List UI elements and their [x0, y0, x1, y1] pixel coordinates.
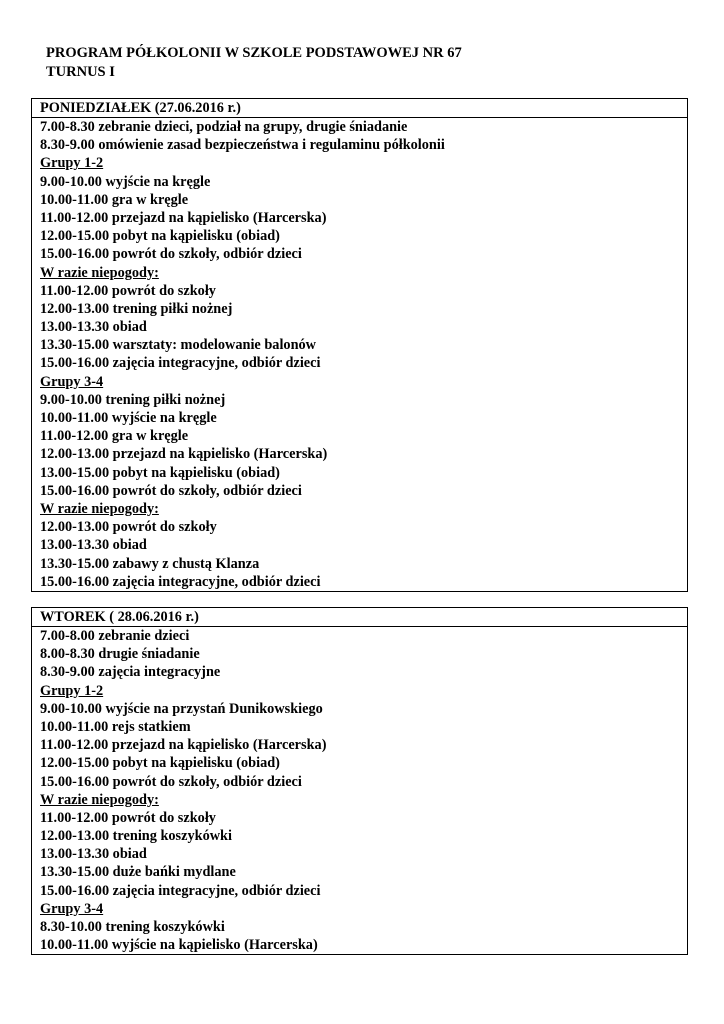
schedule-item: 9.00-10.00 trening piłki nożnej: [40, 391, 226, 408]
schedule-item: 11.00-12.00 przejazd na kąpielisko (Harcerska): [40, 737, 327, 754]
schedule-item: 11.00-12.00 powrót do szkoły: [40, 809, 216, 826]
schedule-item: 13.00-13.30 obiad: [40, 319, 147, 336]
schedule-item: 8.30-10.00 trening koszykówki: [40, 919, 225, 935]
day-header: WTOREK ( 28.06.2016 r.): [32, 608, 687, 627]
schedule-item: 15.00-16.00 zajęcia integracyjne, odbiór dzieci: [40, 573, 321, 590]
day-table-tuesday: [31, 607, 688, 955]
group-heading: W razie niepogody:: [40, 500, 159, 517]
schedule-item: 12.00-13.00 trening piłki nożnej: [40, 300, 233, 317]
document-subtitle: TURNUS I: [46, 64, 115, 80]
schedule-item: 7.00-8.30 zebranie dzieci, podział na grupy, drugie śniadanie: [40, 119, 408, 135]
schedule-item: 8.30-9.00 omówienie zasad bezpieczeństwa i regulaminu półkolonii: [40, 137, 445, 154]
schedule-item: 10.00-11.00 gra w kręgle: [40, 191, 189, 208]
group-heading: Grupy 1-2: [40, 682, 104, 699]
schedule-item: 11.00-12.00 powrót do szkoły: [40, 282, 216, 299]
schedule-item: 7.00-8.00 zebranie dzieci: [40, 628, 190, 644]
schedule-item: 12.00-15.00 pobyt na kąpielisku (obiad): [40, 228, 280, 245]
schedule-item: 11.00-12.00 gra w kręgle: [40, 428, 189, 445]
schedule-item: 11.00-12.00 przejazd na kąpielisko (Harcerska): [40, 209, 327, 226]
schedule-item: 15.00-16.00 powrót do szkoły, odbiór dzieci: [40, 246, 302, 263]
schedule-item: 15.00-16.00 powrót do szkoły, odbiór dzieci: [40, 482, 302, 499]
document-title: PROGRAM PÓŁKOLONII W SZKOLE PODSTAWOWEJ NR 67: [46, 45, 462, 61]
schedule-item: 13.00-15.00 pobyt na kąpielisku (obiad): [40, 464, 280, 481]
schedule-item: 12.00-15.00 pobyt na kąpielisku (obiad): [40, 755, 280, 772]
schedule-item: 13.30-15.00 warsztaty: modelowanie balonów: [40, 337, 316, 354]
group-heading: Grupy 3-4: [40, 373, 104, 390]
schedule-item: 15.00-16.00 zajęcia integracyjne, odbiór dzieci: [40, 882, 321, 899]
schedule-item: 12.00-13.00 powrót do szkoły: [40, 519, 217, 536]
schedule-item: 10.00-11.00 wyjście na kręgle: [40, 410, 217, 426]
document-title-block: [46, 44, 462, 82]
day-schedule: [32, 627, 687, 954]
group-heading: W razie niepogody:: [40, 791, 159, 808]
schedule-item: 9.00-10.00 wyjście na kręgle: [40, 173, 211, 190]
schedule-item: 12.00-13.00 trening koszykówki: [40, 828, 232, 845]
schedule-item: 10.00-11.00 wyjście na kąpielisko (Harcerska): [40, 937, 318, 954]
group-heading: W razie niepogody:: [40, 264, 159, 281]
schedule-item: 13.30-15.00 zabawy z chustą Klanza: [40, 555, 260, 572]
group-heading: Grupy 3-4: [40, 900, 104, 917]
day-header: PONIEDZIAŁEK (27.06.2016 r.): [32, 99, 687, 118]
schedule-item: 15.00-16.00 zajęcia integracyjne, odbiór dzieci: [40, 355, 321, 372]
schedule-item: 13.00-13.30 obiad: [40, 537, 147, 554]
schedule-item: 15.00-16.00 powrót do szkoły, odbiór dzieci: [40, 773, 302, 790]
schedule-item: 12.00-13.00 przejazd na kąpielisko (Harcerska): [40, 446, 328, 463]
schedule-item: 8.30-9.00 zajęcia integracyjne: [40, 664, 221, 681]
schedule-item: 10.00-11.00 rejs statkiem: [40, 718, 191, 735]
group-heading: Grupy 1-2: [40, 155, 104, 172]
schedule-item: 8.00-8.30 drugie śniadanie: [40, 646, 200, 663]
day-table-monday: [31, 98, 688, 592]
schedule-item: 13.30-15.00 duże bańki mydlane: [40, 864, 236, 881]
schedule-item: 13.00-13.30 obiad: [40, 846, 147, 863]
schedule-item: 9.00-10.00 wyjście na przystań Dunikowskiego: [40, 700, 323, 717]
day-schedule: [32, 118, 687, 591]
